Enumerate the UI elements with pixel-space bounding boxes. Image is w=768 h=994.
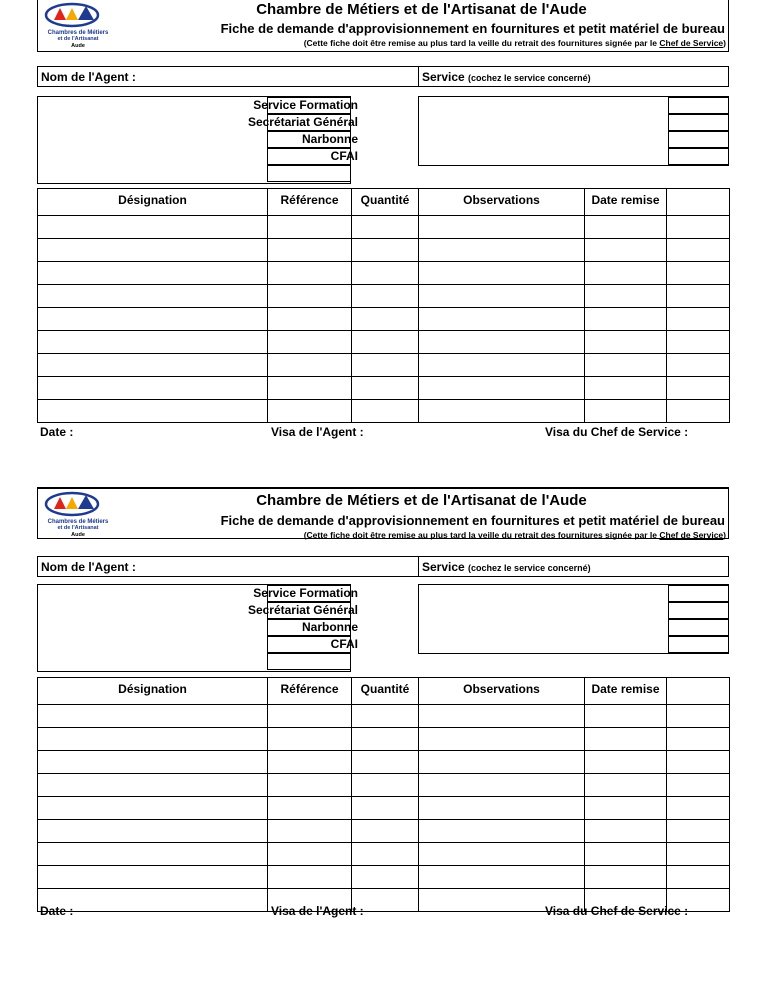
col-designation: Désignation bbox=[38, 678, 268, 705]
table-cell[interactable] bbox=[585, 774, 667, 797]
table-row bbox=[38, 728, 730, 751]
col-quantite: Quantité bbox=[352, 189, 419, 216]
svg-text:Aude: Aude bbox=[71, 43, 85, 48]
table-cell[interactable] bbox=[268, 797, 352, 820]
col-date-remise: Date remise bbox=[585, 189, 667, 216]
table-cell[interactable] bbox=[38, 705, 268, 728]
table-cell[interactable] bbox=[352, 262, 419, 285]
table-cell[interactable] bbox=[419, 843, 585, 866]
col-reference: Référence bbox=[268, 189, 352, 216]
form-header bbox=[37, 487, 729, 539]
table-cell[interactable] bbox=[419, 705, 585, 728]
table-cell[interactable] bbox=[352, 843, 419, 866]
table-cell[interactable] bbox=[667, 843, 730, 866]
svg-text:Chambres de Métiers: Chambres de Métiers bbox=[47, 519, 109, 525]
checkbox-formation[interactable] bbox=[668, 97, 729, 114]
table-cell[interactable] bbox=[268, 843, 352, 866]
checkbox-exterieures[interactable] bbox=[267, 165, 351, 182]
table-cell[interactable] bbox=[419, 308, 585, 331]
table-cell[interactable] bbox=[352, 751, 419, 774]
table-cell[interactable] bbox=[352, 866, 419, 889]
checkbox-narbonne[interactable] bbox=[668, 619, 729, 636]
form-title: Chambre de Métiers et de l'Artisanat de l'Aude bbox=[256, 1, 587, 18]
table-cell[interactable] bbox=[38, 866, 268, 889]
table-cell[interactable] bbox=[268, 705, 352, 728]
col-extra bbox=[667, 189, 730, 216]
table-cell[interactable] bbox=[585, 705, 667, 728]
table-cell[interactable] bbox=[585, 239, 667, 262]
table-cell[interactable] bbox=[667, 331, 730, 354]
table-cell[interactable] bbox=[268, 285, 352, 308]
form-title: Chambre de Métiers et de l'Artisanat de l'Aude bbox=[256, 492, 587, 509]
table-cell[interactable] bbox=[268, 866, 352, 889]
table-row bbox=[38, 354, 730, 377]
table-cell[interactable] bbox=[38, 285, 268, 308]
table-cell[interactable] bbox=[38, 354, 268, 377]
row-divider bbox=[418, 557, 419, 576]
table-cell[interactable] bbox=[38, 308, 268, 331]
table-row bbox=[38, 820, 730, 843]
agent-service-row bbox=[37, 556, 729, 577]
table-cell[interactable] bbox=[585, 820, 667, 843]
table-cell[interactable] bbox=[419, 866, 585, 889]
table-cell[interactable] bbox=[667, 705, 730, 728]
svg-text:Aude: Aude bbox=[71, 532, 85, 537]
table-cell[interactable] bbox=[38, 377, 268, 400]
table-cell[interactable] bbox=[268, 216, 352, 239]
table-cell[interactable] bbox=[38, 400, 268, 423]
table-cell[interactable] bbox=[38, 797, 268, 820]
table-cell[interactable] bbox=[38, 331, 268, 354]
table-cell[interactable] bbox=[419, 239, 585, 262]
visa-agent-label: Visa de l'Agent : bbox=[271, 425, 364, 439]
table-cell[interactable] bbox=[419, 400, 585, 423]
row-divider bbox=[418, 67, 419, 86]
services-right-box bbox=[247, 96, 729, 166]
table-cell[interactable] bbox=[268, 728, 352, 751]
service-label-narbonne: Narbonne bbox=[301, 620, 358, 634]
table-row bbox=[38, 866, 730, 889]
table-cell[interactable] bbox=[38, 774, 268, 797]
col-reference: Référence bbox=[268, 678, 352, 705]
service-label-cfai: CFAI bbox=[330, 149, 358, 163]
col-quantite: Quantité bbox=[352, 678, 419, 705]
table-cell[interactable] bbox=[352, 400, 419, 423]
table-cell[interactable] bbox=[585, 285, 667, 308]
table-row bbox=[38, 751, 730, 774]
table-header-row bbox=[38, 678, 730, 705]
table-cell[interactable] bbox=[667, 774, 730, 797]
table-cell[interactable] bbox=[352, 797, 419, 820]
agent-name-label: Nom de l'Agent : bbox=[41, 560, 136, 574]
table-cell[interactable] bbox=[419, 216, 585, 239]
table-cell[interactable] bbox=[667, 308, 730, 331]
form-note: (Cette fiche doit être remise au plus tard la veille du retrait des fournitures signée par le Chef de Service) bbox=[303, 530, 726, 540]
table-cell[interactable] bbox=[585, 331, 667, 354]
table-cell[interactable] bbox=[268, 239, 352, 262]
table-cell[interactable] bbox=[419, 820, 585, 843]
table-row bbox=[38, 216, 730, 239]
table-row bbox=[38, 239, 730, 262]
visa-chef-label: Visa du Chef de Service : bbox=[545, 425, 689, 439]
service-label: Service (cochez le service concerné) bbox=[422, 70, 591, 84]
table-cell[interactable] bbox=[352, 774, 419, 797]
agent-service-row bbox=[37, 66, 729, 87]
table-cell[interactable] bbox=[268, 820, 352, 843]
table-cell[interactable] bbox=[419, 354, 585, 377]
checkbox-narbonne[interactable] bbox=[668, 131, 729, 148]
table-cell[interactable] bbox=[667, 728, 730, 751]
checkbox-cfai[interactable] bbox=[668, 636, 729, 653]
cma-logo-icon bbox=[42, 2, 114, 48]
table-cell[interactable] bbox=[268, 400, 352, 423]
items-table bbox=[37, 677, 730, 912]
table-cell[interactable] bbox=[352, 239, 419, 262]
checkbox-secretariat[interactable] bbox=[668, 114, 729, 131]
services-right-box bbox=[247, 584, 729, 654]
checkbox-cfai[interactable] bbox=[668, 148, 729, 165]
table-row bbox=[38, 400, 730, 423]
table-cell[interactable] bbox=[585, 308, 667, 331]
service-label-formation: Service Formation bbox=[253, 586, 358, 600]
table-cell[interactable] bbox=[268, 751, 352, 774]
table-row bbox=[38, 774, 730, 797]
table-cell[interactable] bbox=[38, 751, 268, 774]
table-cell[interactable] bbox=[585, 866, 667, 889]
col-observations: Observations bbox=[419, 189, 585, 216]
checkbox-exterieures[interactable] bbox=[267, 653, 351, 670]
table-cell[interactable] bbox=[38, 843, 268, 866]
checkbox-secretariat[interactable] bbox=[668, 602, 729, 619]
checkbox-formation[interactable] bbox=[668, 585, 729, 602]
visa-chef-label: Visa du Chef de Service : bbox=[545, 904, 689, 918]
col-date-remise: Date remise bbox=[585, 678, 667, 705]
visa-agent-label: Visa de l'Agent : bbox=[271, 904, 364, 918]
table-cell[interactable] bbox=[38, 728, 268, 751]
table-row bbox=[38, 262, 730, 285]
chef-de-service-link: Chef de Service bbox=[659, 530, 724, 540]
form-subtitle: Fiche de demande d'approvisionnement en fournitures et petit matériel de bureau bbox=[220, 513, 725, 528]
request-form-1 bbox=[37, 0, 729, 439]
table-cell[interactable] bbox=[268, 354, 352, 377]
svg-text:et de l'Artisanat: et de l'Artisanat bbox=[57, 36, 99, 42]
table-row bbox=[38, 843, 730, 866]
table-cell[interactable] bbox=[585, 797, 667, 820]
service-label-secretariat: Secrétariat Général bbox=[247, 603, 358, 617]
table-cell[interactable] bbox=[419, 262, 585, 285]
table-cell[interactable] bbox=[352, 354, 419, 377]
form-subtitle: Fiche de demande d'approvisionnement en fournitures et petit matériel de bureau bbox=[220, 21, 725, 36]
table-cell[interactable] bbox=[352, 820, 419, 843]
table-row bbox=[38, 377, 730, 400]
table-cell[interactable] bbox=[352, 216, 419, 239]
table-cell[interactable] bbox=[667, 285, 730, 308]
table-cell[interactable] bbox=[419, 774, 585, 797]
table-cell[interactable] bbox=[585, 400, 667, 423]
request-form-2 bbox=[37, 487, 729, 918]
svg-text:Chambres de Métiers: Chambres de Métiers bbox=[47, 30, 109, 36]
table-cell[interactable] bbox=[667, 797, 730, 820]
table-cell[interactable] bbox=[352, 331, 419, 354]
table-cell[interactable] bbox=[585, 843, 667, 866]
agent-name-label: Nom de l'Agent : bbox=[41, 70, 136, 84]
table-cell[interactable] bbox=[667, 239, 730, 262]
table-cell[interactable] bbox=[585, 262, 667, 285]
col-extra bbox=[667, 678, 730, 705]
service-label-secretariat: Secrétariat Général bbox=[247, 115, 358, 129]
table-cell[interactable] bbox=[38, 262, 268, 285]
table-row bbox=[38, 705, 730, 728]
table-cell[interactable] bbox=[667, 866, 730, 889]
table-cell[interactable] bbox=[38, 820, 268, 843]
table-cell[interactable] bbox=[352, 285, 419, 308]
table-row bbox=[38, 285, 730, 308]
table-cell[interactable] bbox=[268, 331, 352, 354]
table-cell[interactable] bbox=[667, 820, 730, 843]
table-cell[interactable] bbox=[38, 239, 268, 262]
table-cell[interactable] bbox=[352, 705, 419, 728]
form-header bbox=[37, 0, 729, 52]
table-cell[interactable] bbox=[419, 331, 585, 354]
table-cell[interactable] bbox=[667, 377, 730, 400]
table-cell[interactable] bbox=[268, 377, 352, 400]
chef-de-service-link: Chef de Service bbox=[659, 38, 724, 48]
table-cell[interactable] bbox=[667, 400, 730, 423]
form-note: (Cette fiche doit être remise au plus tard la veille du retrait des fournitures signée par le Chef de Service) bbox=[303, 38, 726, 48]
table-cell[interactable] bbox=[38, 216, 268, 239]
items-table bbox=[37, 188, 730, 423]
service-label: Service (cochez le service concerné) bbox=[422, 560, 591, 574]
table-cell[interactable] bbox=[352, 308, 419, 331]
table-row bbox=[38, 797, 730, 820]
col-observations: Observations bbox=[419, 678, 585, 705]
table-cell[interactable] bbox=[419, 797, 585, 820]
cma-logo-icon bbox=[42, 491, 114, 537]
service-label-formation: Service Formation bbox=[253, 98, 358, 112]
service-label-narbonne: Narbonne bbox=[301, 132, 358, 146]
col-designation: Désignation bbox=[38, 189, 268, 216]
table-row bbox=[38, 308, 730, 331]
date-label: Date : bbox=[40, 904, 74, 918]
table-cell[interactable] bbox=[419, 728, 585, 751]
svg-text:et de l'Artisanat: et de l'Artisanat bbox=[57, 525, 99, 531]
table-cell[interactable] bbox=[667, 354, 730, 377]
table-header-row bbox=[38, 189, 730, 216]
table-row bbox=[38, 331, 730, 354]
table-cell[interactable] bbox=[352, 377, 419, 400]
table-cell[interactable] bbox=[585, 216, 667, 239]
date-label: Date : bbox=[40, 425, 74, 439]
table-cell[interactable] bbox=[268, 262, 352, 285]
table-cell[interactable] bbox=[419, 285, 585, 308]
table-cell[interactable] bbox=[667, 262, 730, 285]
table-cell[interactable] bbox=[585, 751, 667, 774]
table-cell[interactable] bbox=[419, 751, 585, 774]
table-cell[interactable] bbox=[352, 728, 419, 751]
table-cell[interactable] bbox=[268, 774, 352, 797]
table-cell[interactable] bbox=[585, 354, 667, 377]
table-cell[interactable] bbox=[585, 377, 667, 400]
table-cell[interactable] bbox=[585, 728, 667, 751]
service-label-cfai: CFAI bbox=[330, 637, 358, 651]
table-cell[interactable] bbox=[419, 377, 585, 400]
table-cell[interactable] bbox=[667, 751, 730, 774]
table-cell[interactable] bbox=[667, 216, 730, 239]
table-cell[interactable] bbox=[268, 308, 352, 331]
